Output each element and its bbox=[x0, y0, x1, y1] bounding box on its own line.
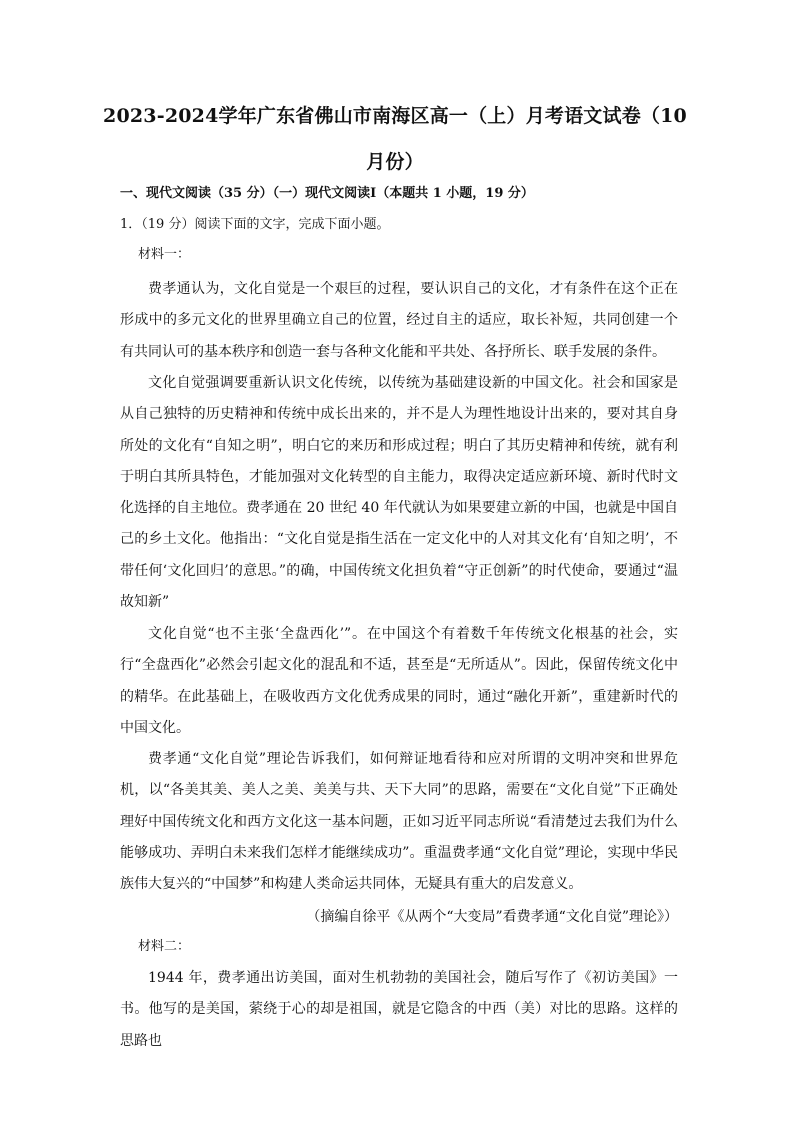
paragraph: 1944 年，费孝通出访美国，面对生机勃勃的美国社会，随后写作了《初访美国》一书。他写的是美国，萦绕于心的却是祖国，就是它隐含的中西（美）对比的思路。这样的思路也 bbox=[120, 970, 678, 1049]
document-title: 2023-2024学年广东省佛山市南海区高一（上）月考语文试卷（10月份） bbox=[103, 105, 687, 173]
paragraph: 文化自觉强调要重新认识文化传统，以传统为基础建设新的中国文化。社会和国家是从自己独特的历史精神和传统中成长出来的，并不是人为理性地设计出来的，要对其自身所处的文化有“自知之明”，明白它的来历和形成过程；明白了其历史精神和传统，就有利于明白其所具特色，才能加强对文化转型的自主能力，取得决定适应新环境、新时代时文化选择的自主地位。费孝通在 20 世纪 40 年代就认为如果要建立新的中国，也就是中国自己的乡土文化。他指出：“文化自觉是指生活在一定文化中的人对其文化有‘自知之明’，不带任何‘文化回归’的意思。”的确，中国传统文化担负着“守正创新”的时代使命，要通过“温故知新” bbox=[120, 375, 678, 611]
material-one-source: （摘编自徐平《从两个“大变局”看费孝通“文化自觉”理论》） bbox=[306, 909, 678, 925]
material-two-label: 材料二： bbox=[138, 939, 191, 954]
question-prompt: 1．（19 分）阅读下面的文字，完成下面小题。 bbox=[120, 217, 390, 232]
paragraph: 文化自觉“也不主张‘全盘西化’”。在中国这个有着数千年传统文化根基的社会，实行“全盘西化”必然会引起文化的混乱和不适，甚至是“无所适从”。因此，保留传统文化中的精华。在此基础上，在吸收西方文化优秀成果的同时，通过“融化开新”，重建新时代的中国文化。 bbox=[120, 626, 678, 736]
section-header: 一、现代文阅读（35 分）（一）现代文阅读Ⅰ（本题共 1 小题，19 分） bbox=[120, 186, 534, 201]
paragraph: 费孝通认为，文化自觉是一个艰巨的过程，要认识自己的文化，才有条件在这个正在形成中的多元文化的世界里确立自己的位置，经过自主的适应，取长补短，共同创建一个有共同认可的基本秩序和创造一套与各种文化能和平共处、各抒所长、联手发展的条件。 bbox=[120, 281, 678, 360]
paragraph: 费孝通“文化自觉”理论告诉我们，如何辩证地看待和应对所谓的文明冲突和世界危机，以“各美其美、美人之美、美美与共、天下大同”的思路，需要在“文化自觉”下正确处理好中国传统文化和西方文化这一基本问题，正如习近平同志所说“看清楚过去我们为什么能够成功、弄明白未来我们怎样才能继续成功”。重温费孝通“文化自觉”理论，实现中华民族伟大复兴的“中国梦”和构建人类命运共同体，无疑具有重大的启发意义。 bbox=[120, 751, 678, 893]
material-one-label: 材料一： bbox=[138, 247, 191, 262]
